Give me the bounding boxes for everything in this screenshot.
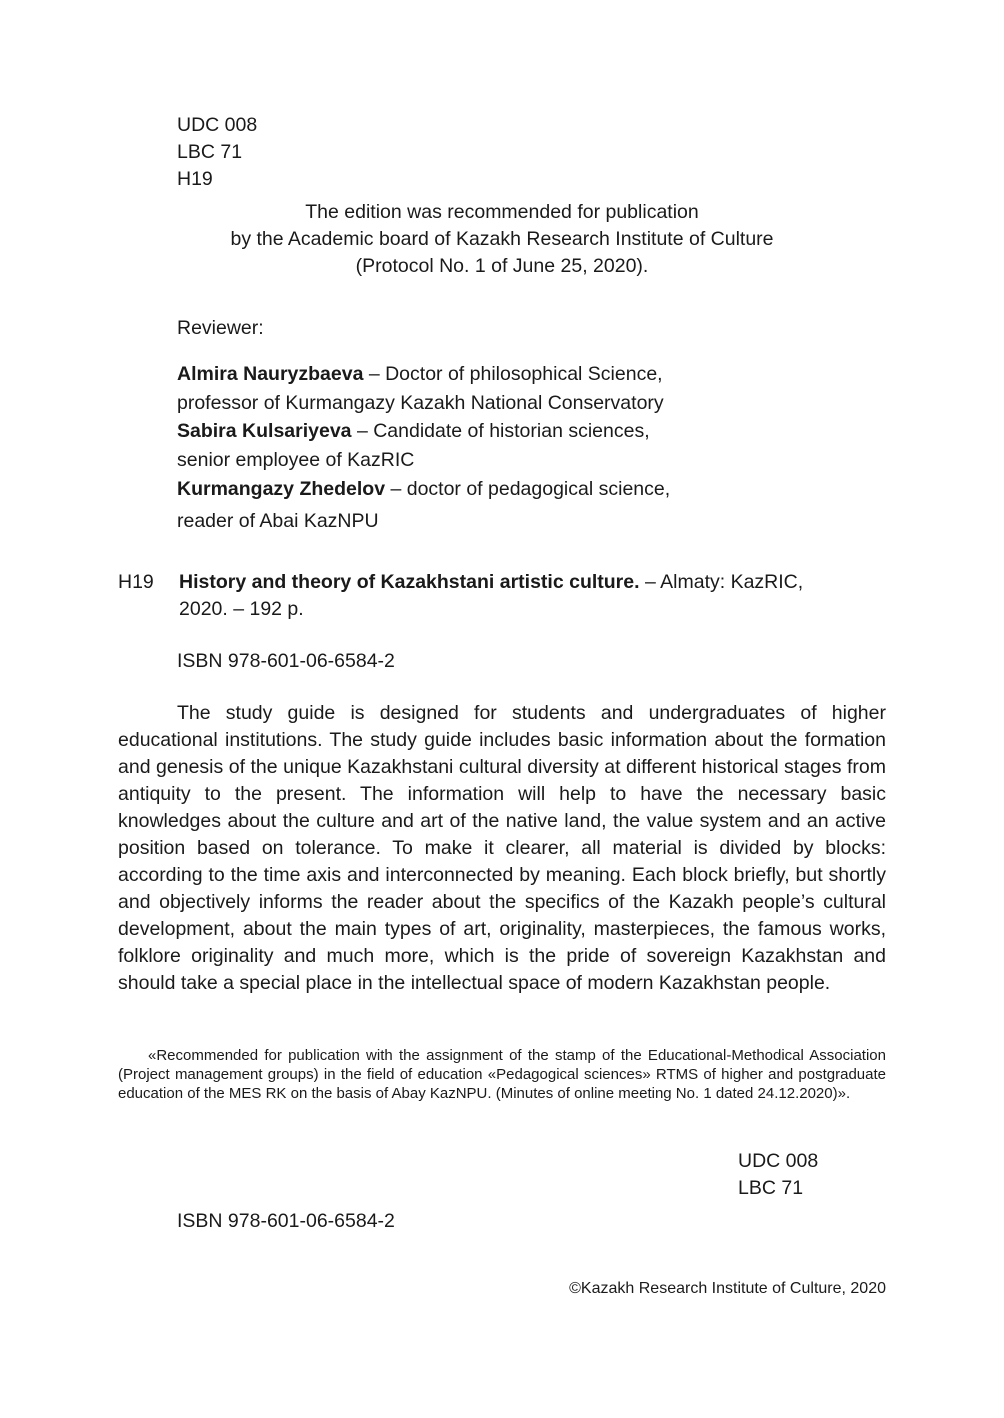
reviewer-3 [177,476,670,503]
footer-lbc-code: LBC 71 [738,1177,804,1199]
copyright: ©Kazakh Research Institute of Culture, 2020 [569,1280,886,1297]
reviewer-name: Sabira Kulsariyeva [177,420,352,442]
footer-isbn: ISBN 978-601-06-6584-2 [177,1210,395,1232]
reviewer-position: senior employee of KazRIC [177,449,415,471]
udc-code: UDC 008 [177,114,258,136]
reviewer-position: professor of Kurmangazy Kazakh National Conservatory [177,392,664,414]
publisher: – Almaty: KazRIC, [639,571,804,593]
publication-note [118,1046,886,1103]
lbc-code: LBC 71 [177,141,243,163]
reviewer-title: – Candidate of historian sciences, [351,420,650,442]
reviewer-title: – doctor of pedagogical science, [385,478,671,500]
reviewer-1 [177,361,663,388]
bibliography-mark: H19 [118,571,154,593]
bibliography-year-pages: 2020. – 192 p. [179,598,304,620]
recommendation-line-1: The edition was recommended for publication [305,201,699,223]
author-mark: H19 [177,168,213,190]
isbn: ISBN 978-601-06-6584-2 [177,650,395,672]
reviewer-title: – Doctor of philosophical Science, [363,363,663,385]
reviewer-name: Kurmangazy Zhedelov [177,478,386,500]
reviewer-label: Reviewer: [177,317,264,339]
note-text: «Recommended for publication with the assignment of the stamp of the Educational-Methodical Association (Project management groups) in the field of education «Pedagogical sciences» RTMS of higher and postgraduate education of the MES RK on the basis of Abay KazNPU. (Minutes of online meeting No. 1 dated 24.12.2020)». [118,1047,886,1102]
recommendation-line-3: (Protocol No. 1 of June 25, 2020). [355,255,649,277]
abstract-text: The study guide is designed for students and undergraduates of higher educational institutions. The study guide includes basic information about the formation and genesis of the unique Kazakhstani cultural diversity at different historical stages from antiquity to the present. The information will help to have the necessary basic knowledges about the culture and art of the native land, the value system and an active position based on tolerance. To make it clearer, all material is divided by blocks: according to the time axis and interconnected by meaning. Each block briefly, but shortly and objectively informs the reader about the specifics of the Kazakh people’s cultural development, about the main types of art, originality, masterpieces, the famous works, folklore originality and much more, which is the pride of sovereign Kazakhstan and should take a special place in the intellectual space of modern Kazakhstan people. [118,702,886,994]
reviewer-position: reader of Abai KazNPU [177,510,379,532]
recommendation-line-2: by the Academic board of Kazakh Research Institute of Culture [230,228,774,250]
reviewer-name: Almira Nauryzbaeva [177,363,364,385]
abstract [118,700,886,997]
book-title: History and theory of Kazakhstani artistic culture. [179,571,640,593]
reviewer-2 [177,418,650,445]
footer-udc-code: UDC 008 [738,1150,819,1172]
bibliography-entry [179,569,803,596]
